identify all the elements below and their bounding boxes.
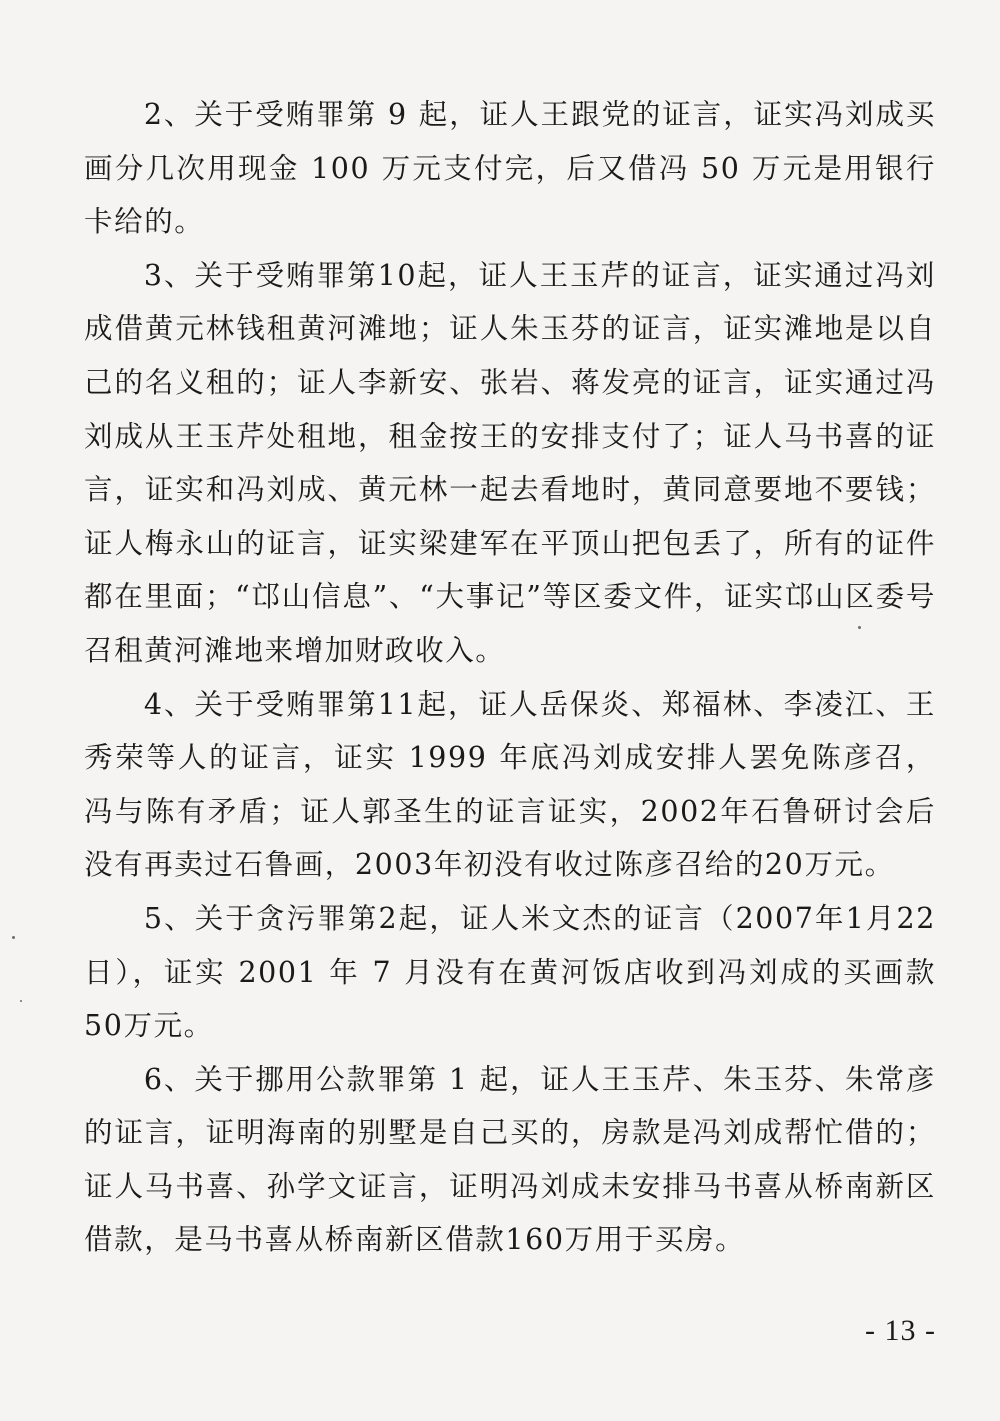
paragraph-item-4: 4、关于受贿罪第11起，证人岳保炎、郑福林、李凌江、王秀荣等人的证言，证实 1999 年底冯刘成安排人罢免陈彦召，冯与陈有矛盾；证人郭圣生的证言证实，2002年石鲁研讨会后没有再卖过石鲁画，2003年初没有收过陈彦召给的20万元。 xyxy=(84,687,936,882)
scan-speck xyxy=(858,626,861,629)
scan-speck xyxy=(12,936,15,939)
page-number: - 13 - xyxy=(865,1314,936,1347)
paragraph-item-5: 5、关于贪污罪第2起，证人米文杰的证言（2007年1月22日），证实 2001 年 7 月没有在黄河饭店收到冯刘成的买画款 50万元。 xyxy=(84,901,936,1043)
paragraph-item-6: 6、关于挪用公款罪第 1 起，证人王玉芹、朱玉芬、朱常彦的证言，证明海南的别墅是自己买的，房款是冯刘成帮忙借的；证人马书喜、孙学文证言，证明冯刘成未安排马书喜从桥南新区借款，是马书喜从桥南新区借款160万用于买房。 xyxy=(84,1062,936,1257)
paragraph-item-3: 3、关于受贿罪第10起，证人王玉芹的证言，证实通过冯刘成借黄元林钱租黄河滩地；证人朱玉芬的证言，证实滩地是以自己的名义租的；证人李新安、张岩、蒋发亮的证言，证实通过冯刘成从王玉芹处租地，租金按王的安排支付了；证人马书喜的证言，证实和冯刘成、黄元林一起去看地时，黄同意要地不要钱；证人梅永山的证言，证实梁建军在平顶山把包丢了，所有的证件都在里面；“邙山信息”、“大事记”等区委文件，证实邙山区委号召租黄河滩地来增加财政收入。 xyxy=(84,258,936,667)
paragraph-item-2: 2、关于受贿罪第 9 起，证人王跟党的证言，证实冯刘成买画分几次用现金 100 万元支付完，后又借冯 50 万元是用银行卡给的。 xyxy=(84,98,936,239)
body-text xyxy=(84,88,936,1267)
scan-speck xyxy=(20,1000,22,1002)
